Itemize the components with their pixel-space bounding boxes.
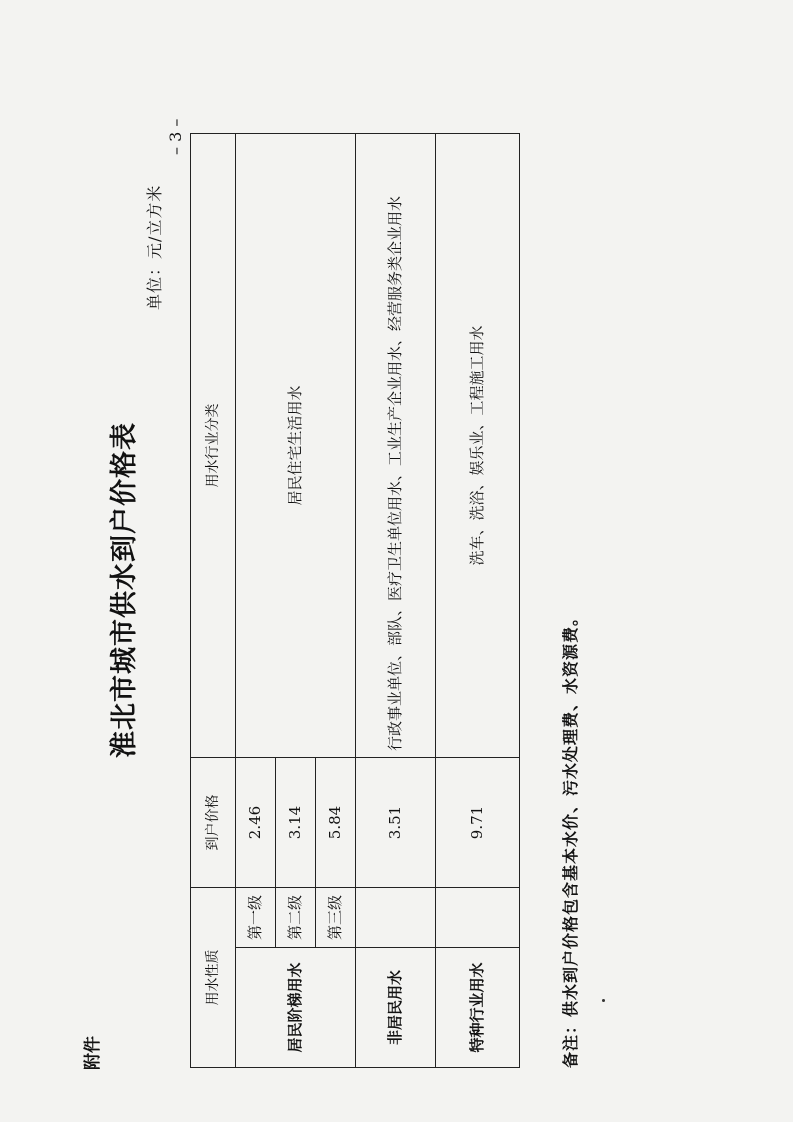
residential-label: 居民阶梯用水 — [236, 948, 356, 1068]
footnote: 备注：供水到户价格包含基本水价、污水处理费、水资源费。 — [561, 608, 580, 1068]
header-category: 用水行业分类 — [191, 134, 236, 758]
empty-cell — [356, 888, 436, 948]
non-residential-price: 3.51 — [356, 758, 436, 888]
table-row — [356, 134, 436, 1068]
non-residential-category: 行政事业单位、部队、医疗卫生单位用水、工业生产企业用水、经营服务类企业用水 — [356, 134, 436, 758]
non-residential-label: 非居民用水 — [356, 948, 436, 1068]
attachment-label: 附件 — [83, 1036, 103, 1070]
empty-cell — [436, 888, 520, 948]
tier-price: 3.14 — [276, 758, 316, 888]
unit-label: 单位：元/立方米 — [145, 184, 164, 310]
page-number: – 3 – — [166, 118, 185, 155]
header-nature: 用水性质 — [191, 888, 236, 1068]
residential-category: 居民住宅生活用水 — [236, 134, 356, 758]
tier-price: 2.46 — [236, 758, 276, 888]
table-row — [236, 134, 276, 1068]
price-table — [190, 133, 520, 1068]
rotated-sheet — [50, 40, 680, 1090]
header-price: 到户价格 — [191, 758, 236, 888]
tier-price: 5.84 — [316, 758, 356, 888]
table-header-row — [191, 134, 236, 1068]
special-label: 特种行业用水 — [436, 948, 520, 1068]
special-category: 洗车、洗浴、娱乐业、工程施工用水 — [436, 134, 520, 758]
special-price: 9.71 — [436, 758, 520, 888]
table-row — [436, 134, 520, 1068]
page-title: 淮北市城市供水到户价格表 — [109, 422, 140, 758]
tier-name: 第三级 — [316, 888, 356, 948]
tier-name: 第一级 — [236, 888, 276, 948]
scan-dot — [602, 999, 605, 1002]
tier-name: 第二级 — [276, 888, 316, 948]
